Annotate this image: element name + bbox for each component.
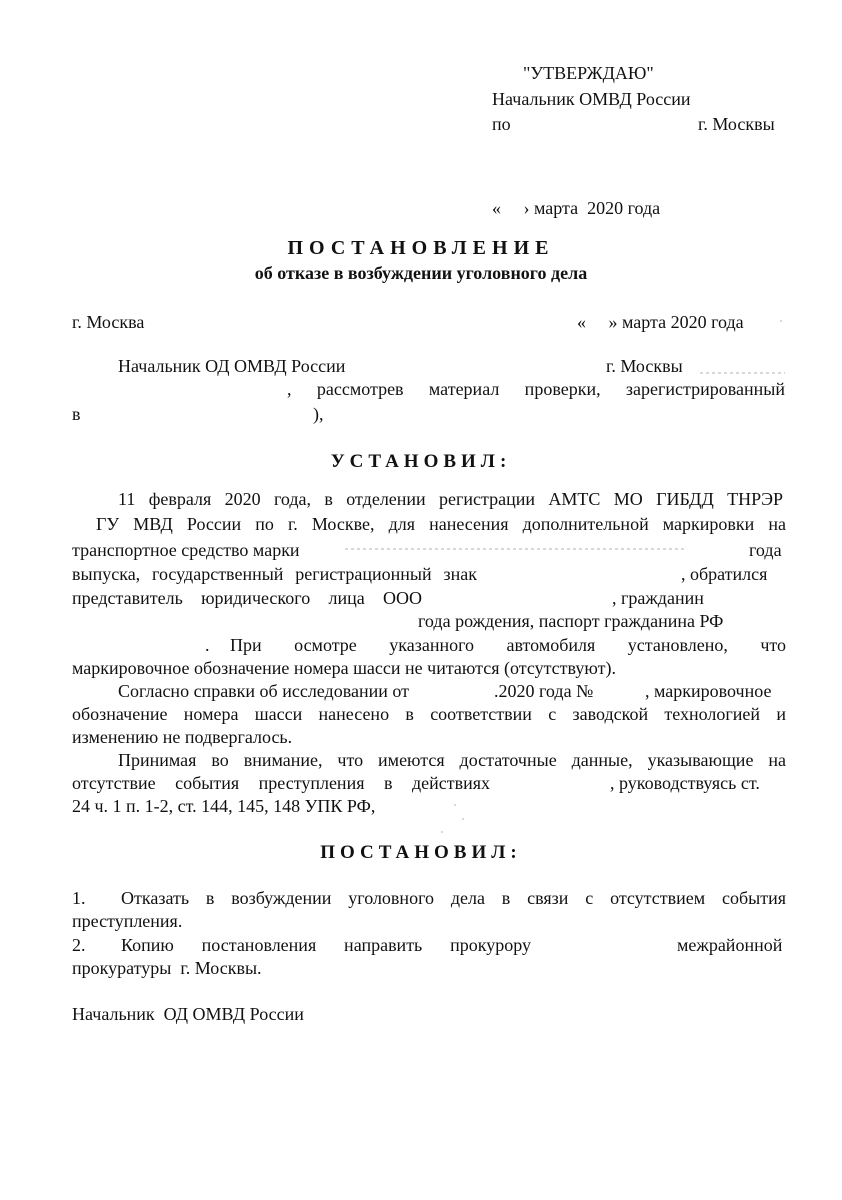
approval-location-city: г. Москвы: [698, 114, 775, 134]
approval-location-prefix: по: [492, 114, 511, 134]
intro-line2: , рассмотрев материал проверки, зарегистрированный: [287, 379, 785, 399]
established-p2-line1-right: , маркировочное: [645, 681, 772, 701]
approval-title: "УТВЕРЖДАЮ": [523, 63, 654, 83]
established-p1-line7-left: .: [205, 635, 210, 655]
established-p1-line1: 11 февраля 2020 года, в отделении регистрации АМТС МО ГИБДД ТНРЭР: [118, 489, 783, 509]
established-p1-line8: маркировочное обозначение номера шасси не читаются (отсутствуют).: [72, 658, 616, 678]
established-p2-line1-mid: .2020 года №: [494, 681, 594, 701]
resolved-item1-number: 1.: [72, 888, 86, 908]
established-p2-line2: обозначение номера шасси нанесено в соответствии с заводской технологией и: [72, 704, 786, 724]
established-p3-line3: 24 ч. 1 п. 1-2, ст. 144, 145, 148 УПК РФ,: [72, 796, 376, 816]
intro-line3-left: в: [72, 404, 81, 424]
scan-artifact: [441, 831, 443, 833]
document-title: ПОСТАНОВЛЕНИЕ: [287, 237, 555, 259]
established-p1-line5-left: представитель юридического лица ООО: [72, 588, 422, 608]
established-p1-line5-right: , гражданин: [612, 588, 704, 608]
established-p3-line2-left: отсутствие события преступления в действиях: [72, 773, 490, 793]
established-p3-line1: Принимая во внимание, что имеются достаточные данные, указывающие на: [118, 750, 786, 770]
established-p1-line3-right: года: [749, 540, 782, 560]
resolved-item1-line2: преступления.: [72, 911, 183, 931]
resolved-item2-line1-left: Копию постановления направить прокурору: [121, 935, 531, 955]
established-p2-line1-left: Согласно справки об исследовании от: [118, 681, 409, 701]
established-p1-line4-left: выпуска, государственный регистрационный знак: [72, 564, 477, 584]
approval-position: Начальник ОМВД России: [492, 89, 691, 109]
scan-artifact: [462, 818, 464, 820]
intro-line1-right: г. Москвы: [606, 356, 683, 376]
established-p1-line7-right: При осмотре указанного автомобиля установлено, что: [230, 635, 786, 655]
established-p3-line2-right: , руководствуясь ст.: [610, 773, 760, 793]
established-heading: УСТАНОВИЛ:: [330, 451, 512, 472]
resolved-heading: ПОСТАНОВИЛ:: [320, 842, 522, 863]
redaction-mark: [700, 372, 785, 374]
scan-artifact: [780, 320, 782, 322]
redaction-mark: [345, 548, 685, 550]
established-p1-line2: ГУ МВД России по г. Москве, для нанесения дополнительной маркировки на: [96, 514, 786, 534]
scan-artifact: [454, 804, 456, 806]
signature-position: Начальник ОД ОМВД России: [72, 1004, 304, 1024]
established-p1-line3-left: транспортное средство марки: [72, 540, 300, 560]
established-p2-line3: изменению не подвергалось.: [72, 727, 293, 747]
header-date: « » марта 2020 года: [577, 312, 744, 332]
established-p1-line4-right: , обратился: [681, 564, 768, 584]
document-subtitle: об отказе в возбуждении уголовного дела: [254, 263, 588, 283]
resolved-item1-line1: Отказать в возбуждении уголовного дела в связи с отсутствием события: [121, 888, 786, 908]
intro-line3-right: ),: [313, 404, 324, 424]
intro-line1-left: Начальник ОД ОМВД России: [118, 356, 346, 376]
approval-date: « › марта 2020 года: [492, 198, 661, 218]
resolved-item2-line2: прокуратуры г. Москвы.: [72, 958, 262, 978]
resolved-item2-number: 2.: [72, 935, 86, 955]
resolved-item2-line1-right: межрайонной: [677, 935, 783, 955]
header-city: г. Москва: [72, 312, 145, 332]
established-p1-line6: года рождения, паспорт гражданина РФ: [418, 611, 724, 631]
